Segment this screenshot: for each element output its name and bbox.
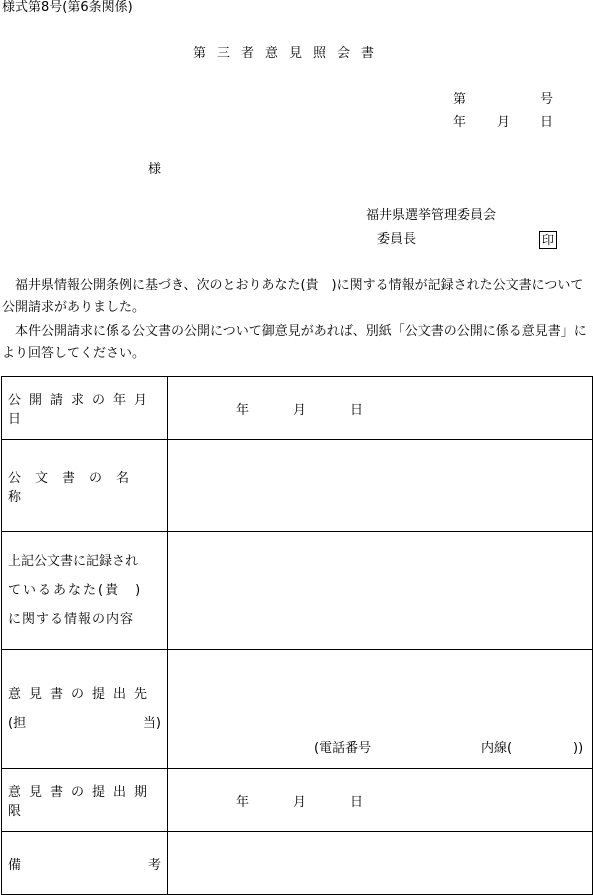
date-day-label: 日 [540,115,554,130]
label-info-content-line3: に関する情報の内容 [8,612,135,627]
form-number: 様式第8号(第6条関係) [2,0,133,15]
label-info-content [2,532,168,650]
label-submission-dest-line2 [8,709,167,738]
doc-number-prefix: 第 [453,92,467,107]
phone-number-label: (電話番号 [314,741,372,756]
value-document-name[interactable] [168,440,593,532]
body-paragraph-2 [2,321,592,365]
label-remarks-left: 備 [8,857,22,873]
deadline-month: 月 [293,794,307,810]
table-row-info-content [2,532,593,650]
sender-organization: 福井県選挙管理委員会 [366,208,497,223]
label-deadline: 意見書の提出期限 [2,769,168,832]
body-paragraph-2-text: 本件公開請求に係る公文書の公開について御意見があれば、別紙「公文書の公開に係る意見書」により回答してください。 [2,324,587,361]
label-info-content-line1: 上記公文書に記録され [8,554,139,569]
label-request-date: 公開請求の年月日 [2,377,168,440]
date-year-label: 年 [453,115,467,130]
sender-position: 委員長 [377,232,417,247]
label-submission-dest [2,650,168,769]
seal-mark: 印 [539,231,557,249]
table-row-deadline [2,769,593,832]
value-info-content[interactable] [168,532,593,650]
date-month-label: 月 [497,115,511,130]
deadline-year: 年 [236,794,250,810]
request-date-year: 年 [236,402,250,418]
body-paragraph-1 [2,275,592,319]
value-deadline[interactable] [168,769,593,832]
deadline-day: 日 [350,794,364,810]
label-contact-open: (担 [8,716,27,731]
value-submission-dest[interactable] [168,650,593,769]
value-remarks[interactable] [168,832,593,895]
extension-close: )) [573,741,584,756]
body-paragraph-1-text: 福井県情報公開条例に基づき、次のとおりあなた(貴 )に関する情報が記録された公文書について公開請求がありました。 [2,278,584,315]
table-row-request-date [2,377,593,440]
doc-number-suffix: 号 [540,92,554,107]
label-contact-close: 当) [142,716,161,731]
label-remarks [2,832,168,895]
document-title: 第三者意見照会書 [193,46,386,61]
request-date-day: 日 [350,402,364,418]
label-info-content-line2: ているあなた(貴 ) [8,583,143,598]
info-table [1,376,593,895]
label-document-name: 公文書の名称 [2,440,168,532]
label-submission-dest-line1: 意見書の提出先 [8,687,156,702]
table-row-submission-dest [2,650,593,769]
table-row-document-name [2,440,593,532]
request-date-month: 月 [293,402,307,418]
value-request-date[interactable] [168,377,593,440]
label-remarks-right: 考 [147,857,161,873]
extension-label: 内線( [481,741,513,756]
table-row-remarks [2,832,593,895]
recipient-honorific: 様 [148,162,162,177]
